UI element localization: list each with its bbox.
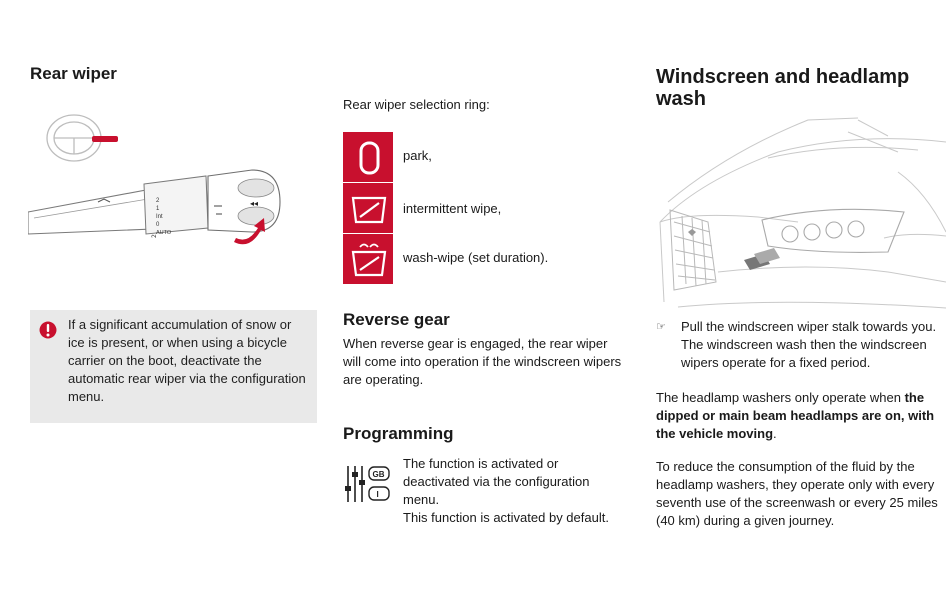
stalk-highlight-marker — [92, 136, 118, 142]
washer-note-start: The headlamp washers only operate when — [656, 390, 905, 405]
configuration-menu-icon — [343, 464, 391, 504]
stalk-position-0-label: 0 — [156, 222, 160, 228]
car-front-illustration — [658, 112, 946, 312]
wash-wipe-icon — [343, 234, 393, 284]
stalk-position-2: 2 — [151, 234, 158, 238]
svg-text:◂◂: ◂◂ — [250, 199, 259, 208]
stalk-position-2-label: 2 — [156, 198, 160, 204]
stalk-position-1-label: 1 — [156, 206, 160, 212]
mode-label-wash-wipe: wash-wipe (set duration). — [403, 250, 549, 265]
washer-note-bold: the dipped or main beam headlamps are on, with the vehicle moving — [656, 390, 935, 441]
windscreen-wash-title: Windscreen and headlamp wash — [656, 66, 910, 110]
warning-note — [30, 310, 317, 423]
pointing-hand-icon: ☞ — [656, 321, 666, 333]
programming-line-1: The function is activated or deactivated via the configuration menu. — [403, 456, 590, 507]
car-grille — [670, 210, 716, 290]
reverse-gear-text: When reverse gear is engaged, the rear wiper will come into operation if the windscreen wipers are operating. — [343, 336, 622, 387]
exclamation-icon — [38, 320, 58, 340]
mode-label-intermittent: intermittent wipe, — [403, 201, 502, 216]
headlamp-washer-note — [656, 389, 946, 443]
rear-wiper-title: Rear wiper — [30, 64, 117, 83]
stalk-position-int-label: Int — [156, 214, 163, 220]
reverse-gear-title: Reverse gear — [343, 310, 450, 329]
svg-text:GB: GB — [372, 470, 385, 479]
washer-note-end: . — [773, 426, 777, 441]
warning-text: If a significant accumulation of snow or ice is present, or when using a bicycle carrier on the boot, deactivate the automatic rear wiper via the configuration menu. — [68, 317, 306, 404]
washer-nozzle-icon — [744, 248, 780, 270]
programming-title: Programming — [343, 424, 454, 443]
headlamp — [762, 209, 904, 252]
mode-label-park: park, — [403, 148, 432, 163]
stalk-position-auto-label: AUTO — [156, 230, 172, 236]
selection-ring-intro: Rear wiper selection ring: — [343, 97, 490, 112]
svg-text:I: I — [376, 490, 379, 499]
wiper-stalk-illustration — [28, 106, 290, 256]
programming-text — [403, 455, 628, 527]
fluid-consumption-text: To reduce the consumption of the fluid by the headlamp washers, they operate only with every seventh use of the screenwash or every 25 miles (40 km) during a given journey. — [656, 459, 938, 528]
pull-stalk-text: Pull the windscreen wiper stalk towards you. The windscreen wash then the windscreen wipers operate for a fixed period. — [681, 319, 937, 370]
park-icon — [343, 132, 393, 182]
programming-line-2: This function is activated by default. — [403, 510, 609, 525]
intermittent-wipe-icon — [343, 183, 393, 233]
